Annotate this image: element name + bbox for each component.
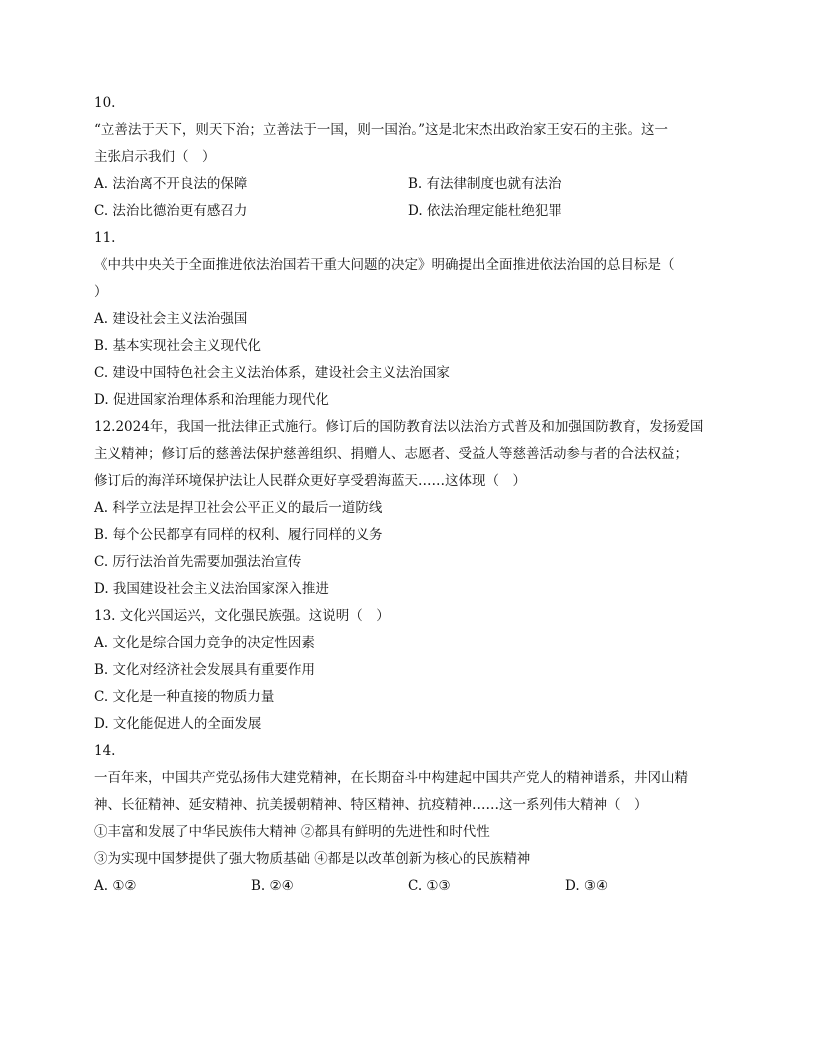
option-c[interactable]: C. 建设中国特色社会主义法治体系，建设社会主义法治国家: [94, 365, 450, 381]
option-d[interactable]: D. 我国建设社会主义法治国家深入推进: [94, 581, 329, 597]
option-c[interactable]: C. ①③: [408, 878, 451, 894]
question-number: 11.: [94, 230, 116, 246]
question-10: [94, 90, 722, 225]
question-stem-line: 神、长征精神、延安精神、抗美援朝精神、特区精神、抗疫精神……这一系列伟大精神（ ）: [94, 797, 648, 813]
option-d[interactable]: D. ③④: [565, 878, 609, 894]
option-a[interactable]: A. ①②: [94, 878, 137, 894]
question-stem-line: 一百年来，中国共产党弘扬伟大建党精神，在长期奋斗中构建起中国共产党人的精神谱系，井冈山精: [94, 770, 688, 786]
question-stem-line: 主义精神；修订后的慈善法保护慈善组织、捐赠人、志愿者、受益人等慈善活动参与者的合法权益；: [94, 446, 688, 462]
option-row: [94, 198, 722, 225]
statement-line: ①丰富和发展了中华民族伟大精神 ②都具有鲜明的先进性和时代性: [94, 824, 490, 840]
question-stem-line: 13. 文化兴国运兴，文化强民族强。这说明（ ）: [94, 608, 390, 624]
option-b[interactable]: B. 每个公民都享有同样的权利、履行同样的义务: [94, 527, 383, 543]
option-a[interactable]: A. 建设社会主义法治强国: [94, 311, 248, 327]
question-13: [94, 603, 722, 738]
option-row: [94, 171, 722, 198]
question-stem-line: 修订后的海洋环境保护法让人民群众更好享受碧海蓝天……这体现（ ）: [94, 473, 526, 489]
exam-page: [94, 90, 722, 900]
option-c[interactable]: C. 法治比德治更有感召力: [94, 203, 248, 219]
option-d[interactable]: D. 促进国家治理体系和治理能力现代化: [94, 392, 329, 408]
option-row: [94, 873, 722, 900]
question-stem-line: 《中共中央关于全面推进依法治国若干重大问题的决定》明确提出全面推进依法治国的总目标是（: [94, 257, 675, 273]
question-stem-line: 12.2024年，我国一批法律正式施行。修订后的国防教育法以法治方式普及和加强国防教育，发扬爱国: [94, 419, 704, 435]
option-d[interactable]: D. 依法治理定能杜绝犯罪: [408, 203, 562, 219]
option-b[interactable]: B. 有法律制度也就有法治: [408, 176, 562, 192]
question-number: 14.: [94, 743, 116, 759]
option-c[interactable]: C. 厉行法治首先需要加强法治宣传: [94, 554, 302, 570]
option-b[interactable]: B. 基本实现社会主义现代化: [94, 338, 262, 354]
statement-line: ③为实现中国梦提供了强大物质基础 ④都是以改革创新为核心的民族精神: [94, 851, 531, 867]
option-c[interactable]: C. 文化是一种直接的物质力量: [94, 689, 275, 705]
option-a[interactable]: A. 文化是综合国力竞争的决定性因素: [94, 635, 315, 651]
option-b[interactable]: B. 文化对经济社会发展具有重要作用: [94, 662, 316, 678]
option-a[interactable]: A. 科学立法是捍卫社会公平正义的最后一道防线: [94, 500, 383, 516]
question-stem-line: ）: [94, 284, 108, 300]
option-b[interactable]: B. ②④: [251, 878, 294, 894]
question-11: [94, 225, 722, 414]
question-12: [94, 414, 722, 603]
question-stem-line: 主张启示我们（ ）: [94, 149, 216, 165]
option-d[interactable]: D. 文化能促进人的全面发展: [94, 716, 262, 732]
option-a[interactable]: A. 法治离不开良法的保障: [94, 176, 248, 192]
question-number: 10.: [94, 95, 116, 111]
question-14: [94, 738, 722, 900]
question-stem-line: “立善法于天下，则天下治；立善法于一国，则一国治。”这是北宋杰出政治家王安石的主张。这一: [94, 122, 669, 138]
